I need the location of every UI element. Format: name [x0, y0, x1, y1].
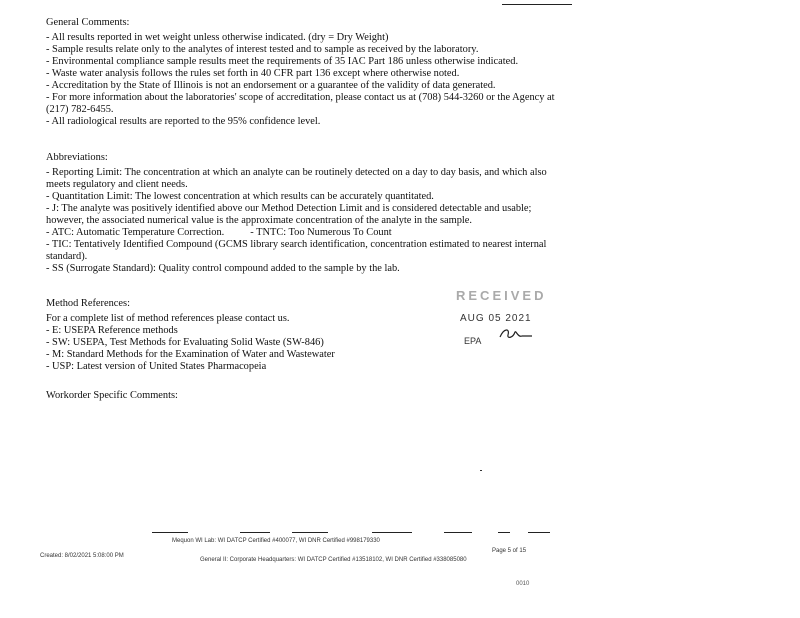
- footer-lab-certification: Mequon WI Lab: WI DATCP Certified #400077, WI DNR Certified #998179330: [172, 538, 380, 544]
- method-reference-line: For a complete list of method references please contact us.: [46, 313, 290, 324]
- received-stamp: [452, 288, 570, 352]
- stamp-received-text: RECEIVED: [456, 288, 547, 303]
- signature-icon: [496, 326, 536, 342]
- abbreviation-line: - SS (Surrogate Standard): Quality control compound added to the sample by the lab.: [46, 263, 400, 274]
- abbreviation-line: - Reporting Limit: The concentration at which an analyte can be routinely detected on a day to day basis, and which also meets regulatory and client needs.: [46, 167, 547, 190]
- abbreviation-line: - J: The analyte was positively identified above our Method Detection Limit and is considered detectable and usable; however, the associated numerical value is the approximate concentration of the analyte in the sample.: [46, 203, 532, 226]
- footer-corporate-certification: General II: Corporate Headquarters: WI DATCP Certified #13518102, WI DNR Certified #338085080: [200, 557, 467, 563]
- general-comment-line: - For more information about the laboratories' scope of accreditation, please contact us at (708) 544-3260 or the Agency at (217) 782-6455.: [46, 92, 555, 115]
- general-comments-section: [46, 17, 566, 128]
- general-comment-line: - All radiological results are reported to the 95% confidence level.: [46, 116, 321, 127]
- stray-mark: [480, 470, 482, 471]
- corner-rule: [502, 0, 572, 5]
- footer-rule: [292, 532, 328, 533]
- footer-rule: [444, 532, 472, 533]
- abbreviations-section: [46, 152, 566, 275]
- footer-rule: [498, 532, 510, 533]
- footer-rule: [152, 532, 188, 533]
- general-comment-line: - Sample results relate only to the analytes of interest tested and to sample as received by the laboratory.: [46, 44, 479, 55]
- workorder-comments-section: [46, 390, 566, 405]
- stamp-date: AUG 05 2021: [460, 313, 532, 324]
- general-comment-line: - Environmental compliance sample results meet the requirements of 35 IAC Part 186 unless otherwise indicated.: [46, 56, 519, 67]
- footer-rule: [372, 532, 412, 533]
- general-comments-heading: General Comments:: [46, 17, 130, 28]
- general-comment-line: - All results reported in wet weight unless otherwise indicated. (dry = Dry Weight): [46, 32, 389, 43]
- stamp-by-label: EPA: [464, 336, 482, 346]
- abbreviations-heading: Abbreviations:: [46, 152, 108, 163]
- footer-page-number: Page 5 of 15: [492, 548, 527, 554]
- workorder-comments-heading: Workorder Specific Comments:: [46, 390, 178, 401]
- abbreviation-line: - Quantitation Limit: The lowest concentration at which results can be accurately quantitated.: [46, 191, 434, 202]
- method-reference-line: - USP: Latest version of United States Pharmacopeia: [46, 361, 267, 372]
- general-comment-line: - Waste water analysis follows the rules set forth in 40 CFR part 136 except where otherwise noted.: [46, 68, 460, 79]
- footer-rule: [528, 532, 550, 533]
- footer-created-date: Created: 8/02/2021 5:08:00 PM: [40, 553, 124, 559]
- abbreviation-line: - TIC: Tentatively Identified Compound (GCMS library search identification, concentration estimated to nearest internal standard).: [46, 239, 547, 262]
- footer-rule: [240, 532, 270, 533]
- method-reference-line: - E: USEPA Reference methods: [46, 325, 178, 336]
- method-references-heading: Method References:: [46, 298, 130, 309]
- method-reference-line: - M: Standard Methods for the Examination of Water and Wastewater: [46, 349, 335, 360]
- abbreviation-line: - ATC: Automatic Temperature Correction. - TNTC: Too Numerous To Count: [46, 227, 392, 238]
- general-comment-line: - Accreditation by the State of Illinois is not an endorsement or a guarantee of the validity of data generated.: [46, 80, 496, 91]
- footer-page-code: 0010: [516, 581, 530, 587]
- method-reference-line: - SW: USEPA, Test Methods for Evaluating Solid Waste (SW-846): [46, 337, 324, 348]
